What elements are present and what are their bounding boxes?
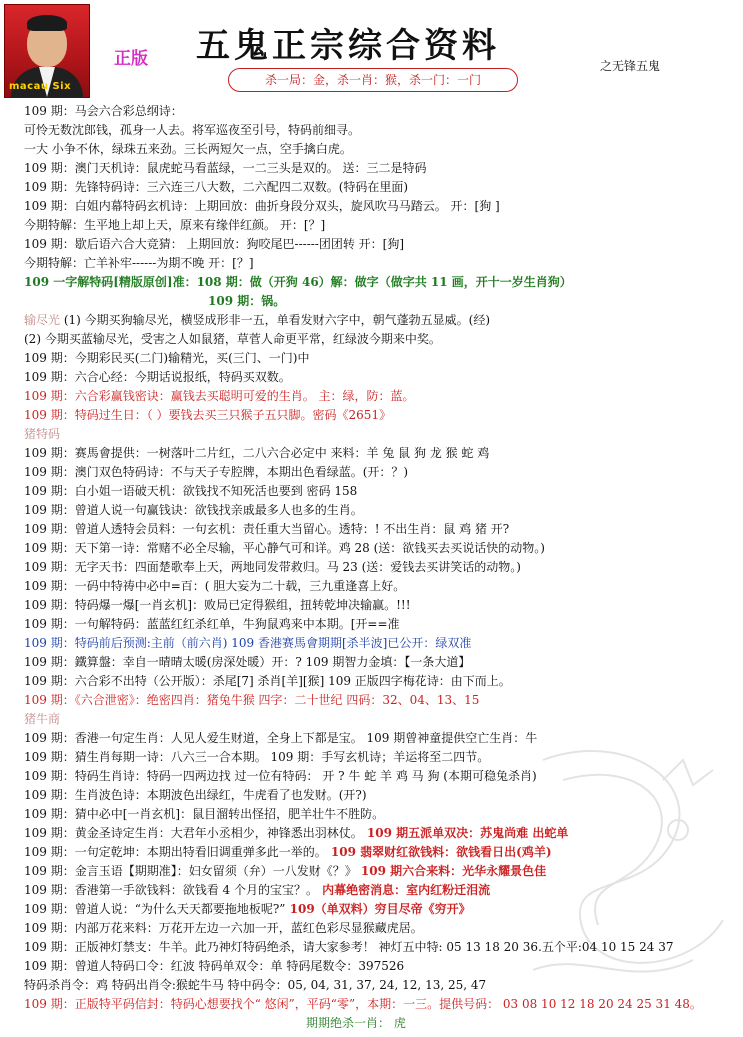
line-text: 109 期六合来料：光华永耀景色佳	[356, 864, 547, 878]
content-line	[24, 369, 291, 385]
line-text: 109 期：金言玉语【期期准】：妇女留须（弁）一八发财《？》	[24, 864, 357, 878]
line-text: 109 期：六合心经：今期话说报纸，特码买双数。	[24, 370, 291, 384]
line-text: 109 期：内部万花来料：万花开左边一六加一开，蓝红色彩尽显猴藏虎居。	[24, 921, 423, 935]
line-text: 109 期：六合彩不出特（公开版）：杀尾[7] 杀肖[羊][猴] 109 正版四字梅花诗：由下而上。	[24, 674, 511, 688]
kill-summary-badge: 杀一局：金，杀一肖：猴，杀一门：一门	[228, 68, 518, 92]
page-title: 五鬼正宗综合资料	[196, 26, 500, 66]
line-text: 内幕绝密消息：室内红粉迁泪流	[317, 883, 491, 897]
content-line	[24, 179, 408, 195]
content-line	[24, 958, 404, 974]
line-text: 109 期：一句解特码：蓝蓝红红杀红单，牛狗鼠鸡来中本期。[开==准	[24, 617, 400, 631]
line-text: 今期特解：亡羊补牢------为期不晚 开：[？]	[24, 256, 254, 270]
line-text: 期期绝杀一肖： 虎	[306, 1016, 406, 1030]
content-line	[24, 920, 423, 936]
line-text: 109 期：一句定乾坤：本期出特看旧调重弹多此一举的。	[24, 845, 327, 859]
content-line	[24, 654, 470, 670]
content-line	[24, 559, 521, 575]
content-line	[24, 502, 363, 518]
line-text: 109 期：香港一句定生肖：人见人爱生财道，全身上下都是宝。 109 期曾神童提供空亡生肖：牛	[24, 731, 538, 745]
line-text: 109 期：马会六合彩总纲诗：	[24, 104, 183, 118]
line-text: 109 期：无字天书：四面楚歌奉上天，两地同发带救归。马 23 (送：爱钱去买讲笑话的动物。)	[24, 560, 521, 574]
content-line	[306, 1015, 406, 1031]
content-line	[24, 730, 537, 746]
line-text: 109 期：今期彩民买(二门)输精光，买(三门、一门)中	[24, 351, 310, 365]
content-line	[24, 977, 486, 993]
line-text: 109 期：鐵算盤：幸自一晴晴太暖(房深处暖）开：? 109 期智力金填：【一条大道】	[24, 655, 471, 669]
line-text: 可怜无数沈郎钱，孤身一人去。将军巡夜至引号，特码前细寻。	[24, 123, 361, 137]
line-text: 109 一字解特码[精版原创]准：108 期：做（开狗 46）解：做字（做字共 11 画，开十一岁生肖狗）	[24, 275, 572, 289]
line-text: 109 期：曾道人说：“为什么天天都要拖地板呢?”	[24, 902, 286, 916]
content-line	[24, 274, 572, 290]
content-line	[24, 312, 490, 328]
line-text: 109 期：赛馬會提供：一树落叶二片红，二八六合必定中 来料：羊 兔 鼠 狗 龙 猴 蛇 鸡	[24, 446, 490, 460]
line-text: 109 期：曾道人透特会员料：一句玄机：责任重大当留心。透特：! 不出生肖：鼠 鸡 猪 开?	[24, 522, 510, 536]
line-text: 109 期：正版神灯禁支：牛羊。此乃神灯特码绝杀，请大家参考！ 神灯五中特: 05 13 18 20 36.五个平:04 10 15 24 37	[24, 940, 674, 954]
content-line	[24, 236, 404, 252]
line-text: 一大 小争不休，绿珠五来劲。三长两短欠一点，空手擒白虎。	[24, 142, 352, 156]
line-text: 109 期：澳门双色特码诗：不与天子专腔牌，本期出色看绿蓝。(开：？)	[24, 465, 409, 479]
content-line	[24, 863, 546, 879]
line-text: 猪牛商	[24, 712, 61, 726]
line-text: 109 期五派单双决：苏鬼尚难 出蛇单	[362, 826, 569, 840]
line-text: 109 翡翠财红欲钱料：欲钱看日出(鸡羊)	[326, 845, 552, 859]
content-line	[24, 103, 183, 119]
content-line	[24, 407, 391, 423]
content-line	[24, 749, 489, 765]
content-line	[24, 540, 545, 556]
content-line	[24, 483, 357, 499]
line-text: 109 期：曾道人特码口令：红波 特码单双令：单 特码尾数令：397526	[24, 959, 405, 973]
line-text: 109 期：黄金圣诗定生肖：大君年小丞相少，神锋悉出羽林仗。	[24, 826, 363, 840]
content-line	[24, 255, 254, 271]
content-line	[24, 597, 411, 613]
content-line	[24, 882, 490, 898]
line-text: 109 期：曾道人说一句赢钱诀：欲钱找亲戚最多人也多的生肖。	[24, 503, 363, 517]
line-text: 109 期：一码中特祷中必中=百：( 胆大妄为二十载，三九重逢喜上好。	[24, 579, 406, 593]
line-text: (1) 今期买狗输尽光，横竖成形非一五，单看发财六字中，朝气蓬勃五显威。(经)	[60, 313, 491, 327]
host-photo	[4, 4, 90, 98]
line-text: 109 期：白姐内幕特码玄机诗：上期回放：曲折身段分双头，旋风吹马马踏云。 开：[狗 ]	[24, 199, 500, 213]
line-text: 109 期：六合彩赢钱密诀：赢钱去买聪明可爱的生肖。 主：绿，防：蓝。	[24, 389, 415, 403]
line-text: 输尽光	[24, 313, 61, 327]
content-line	[24, 331, 441, 347]
line-text: 109 期：锅。	[208, 294, 286, 308]
line-text: 109 期：特码生肖诗：特码一四两边找 过一位有特码： 开 ? 牛 蛇 羊 鸡 马 狗 (本期可稳兔杀肖)	[24, 769, 537, 783]
content-line	[24, 160, 427, 176]
line-text: 109 期：《六合泄密》：绝密四肖：猪兔牛猴 四字：二十世纪 四码：32、04、13、15	[24, 693, 480, 707]
content-line	[24, 141, 352, 157]
content-line	[24, 635, 471, 651]
content-line	[24, 673, 511, 689]
author-label: 之无锋五鬼	[600, 59, 661, 73]
line-text: 109 期：特码前后预测:主前（前六肖) 109 香港赛馬會期期[杀半波]已公开：绿双准	[24, 636, 472, 650]
photo-logo: macau Six	[9, 81, 72, 92]
content-line	[24, 388, 415, 404]
line-text: 109 期：特码爆一爆[一肖玄机]：败局已定得猴组，扭转乾坤决输赢。!!!	[24, 598, 411, 612]
line-text: 109 期：香港第一手欲钱料：欲钱看 4 个月的宝宝？。	[24, 883, 318, 897]
content-line	[24, 711, 60, 727]
content-line	[24, 825, 568, 841]
line-text: 109 期：天下第一诗：常赌不必全尽输，平心静气可和详。鸡 28 (送：欲钱买去买说话快的动物。)	[24, 541, 545, 555]
content-line	[24, 198, 500, 214]
content-line	[24, 806, 384, 822]
content-line	[24, 521, 509, 537]
content-line	[24, 844, 552, 860]
content-line	[24, 768, 537, 784]
edition-label: 正版	[114, 49, 148, 69]
content-line	[24, 939, 673, 955]
content-line	[24, 426, 60, 442]
line-text: 109 期：白小姐一语破天机：欲钱找不知死活也要到 密码 158	[24, 484, 358, 498]
content-line	[24, 217, 325, 233]
content-line	[24, 996, 702, 1012]
content-line	[24, 464, 408, 480]
dragon-watermark-icon	[503, 720, 743, 1000]
line-text: 109 期：歇后语六合大竞猜： 上期回放：狗咬尾巴------团团转 开：[狗]	[24, 237, 405, 251]
line-text: (2) 今期买蓝输尽光，受害之人如鼠猪，草菅人命更平常，红绿波今期来中奖。	[24, 332, 441, 346]
line-text: 109 期：先锋特码诗：三六连三八大数，二六配四二双数。(特码在里面)	[24, 180, 409, 194]
line-text: 109 期：猜中必中[一肖玄机]：鼠目溜转出怪招，肥羊壮牛不胜防。	[24, 807, 385, 821]
content-line	[24, 901, 471, 917]
line-text: 特码杀肖令：鸡 特码出肖令:猴蛇牛马 特中码令：05, 04, 31, 37, 24, 12, 13, 25, 47	[24, 978, 487, 992]
line-text: 今期特解：生平地上却上天，原来有缘伴红颜。 开：[？]	[24, 218, 326, 232]
content-line	[24, 616, 400, 632]
line-text: 109 期：正版特平码信封：特码心想要找个“ 悠闲”，平码“零”，本期：一三。提供号码： 03 08 10 12 18 20 24 25 31 48。	[24, 997, 702, 1011]
content-line	[208, 293, 285, 309]
content-line	[24, 578, 405, 594]
content-line	[24, 445, 489, 461]
content-line	[24, 692, 479, 708]
content-line	[24, 350, 309, 366]
content-line	[24, 787, 367, 803]
line-text: 109（单双料）穷目尽帝《穷开》	[285, 902, 471, 916]
line-text: 猪特码	[24, 427, 61, 441]
line-text: 109 期：生肖波色诗：本期波色出绿红，牛虎看了也发财。(开?)	[24, 788, 367, 802]
content-line	[24, 122, 360, 138]
line-text: 109 期：澳门天机诗：鼠虎蛇马看蓝绿，一二三头是双的。 送：三二是特码	[24, 161, 427, 175]
line-text: 109 期：特码过生日：（ ）要钱去买三只猴子五只脚。密码《2651》	[24, 408, 392, 422]
line-text: 109 期：猜生肖每期一诗：八六三一合本期。 109 期：手写玄机诗；羊运将至二四节。	[24, 750, 490, 764]
